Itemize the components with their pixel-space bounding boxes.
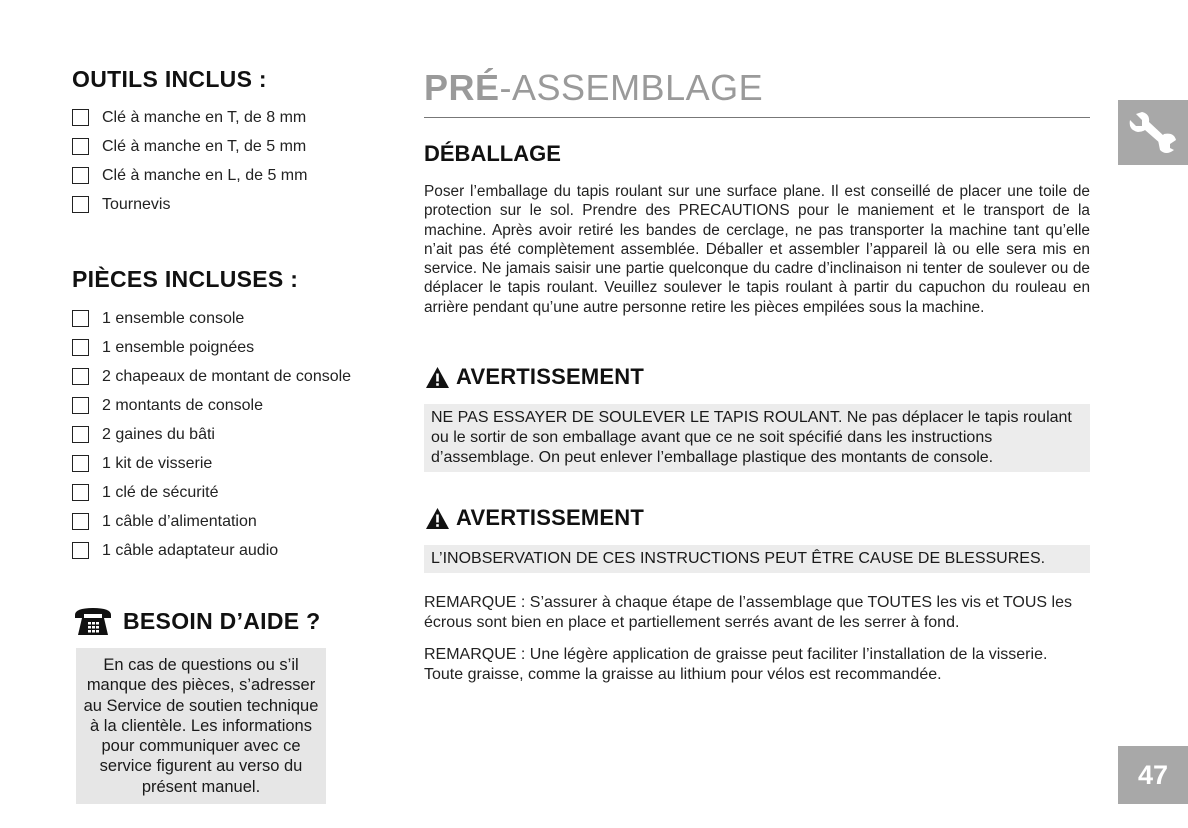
part-item-label: 1 ensemble console bbox=[102, 309, 245, 327]
part-item bbox=[72, 420, 382, 449]
part-item bbox=[72, 478, 382, 507]
part-item bbox=[72, 333, 382, 362]
note-2: REMARQUE : Une légère application de graisse peut faciliter l’installation de la visserie. Toute graisse, comme la graisse au lithium pour vélos est recommandée. bbox=[424, 646, 1048, 684]
part-item bbox=[72, 304, 382, 333]
page-title-bold: PRÉ bbox=[424, 67, 500, 108]
part-item-label: 1 kit de visserie bbox=[102, 454, 213, 472]
help-header bbox=[73, 606, 382, 636]
page-number: 47 bbox=[1118, 746, 1188, 804]
tool-item-label: Tournevis bbox=[102, 195, 171, 213]
checkbox[interactable] bbox=[72, 368, 89, 385]
parts-list bbox=[72, 304, 382, 565]
warning-text: L’INOBSERVATION DE CES INSTRUCTIONS PEUT ÊTRE CAUSE DE BLESSURES. bbox=[424, 545, 1090, 573]
part-item bbox=[72, 536, 382, 565]
checkbox[interactable] bbox=[72, 542, 89, 559]
part-item-label: 1 câble adaptateur audio bbox=[102, 541, 279, 559]
checkbox[interactable] bbox=[72, 310, 89, 327]
parts-title: PIÈCES INCLUSES : bbox=[72, 266, 299, 292]
section-title: DÉBALLAGE bbox=[424, 141, 561, 166]
warning-icon bbox=[425, 507, 450, 530]
part-item-label: 1 câble d’alimentation bbox=[102, 512, 257, 530]
note-1: REMARQUE : S’assurer à chaque étape de l’assemblage que TOUTES les vis et TOUS les écrous sont bien en place et partiellement serrés avant de les serrer à fond. bbox=[424, 594, 1072, 632]
part-item-label: 1 clé de sécurité bbox=[102, 483, 219, 501]
warning-header bbox=[425, 364, 1090, 390]
page-title-rest: -ASSEMBLAGE bbox=[499, 67, 764, 108]
checkbox[interactable] bbox=[72, 167, 89, 184]
unpacking-paragraph: Poser l’emballage du tapis roulant sur une surface plane. Il est conseillé de placer une toile de protection sur le sol. Prendre des PRECAUTIONS pour le maniement et le transport de la machine. Après avoir retiré les bandes de cerclage, ne pas transporter la machine tant qu’elle n’ait pas été complètement assemblée. Déballer et assembler l’appareil là ou elle sera mis en service. Ne jamais saisir une partie quelconque du cadre d’inclinaison ni tenter de soulever ou de déplacer le tapis roulant. Veuillez soulever le tapis roulant à partir du capuchon du rouleau en arrière pendant qu’une autre personne retire les pièces empilées sous la machine. bbox=[424, 183, 1090, 316]
checkbox[interactable] bbox=[72, 426, 89, 443]
part-item bbox=[72, 362, 382, 391]
main-column bbox=[424, 66, 1090, 685]
help-text: En cas de questions ou s’il manque des pièces, s’adresser au Service de soutien technique à la clientèle. Les informations pour communiquer avec ce service figurent au verso du présent manuel. bbox=[76, 648, 326, 804]
page-title bbox=[424, 66, 1090, 110]
tool-item-label: Clé à manche en L, de 5 mm bbox=[102, 166, 308, 184]
checkbox[interactable] bbox=[72, 109, 89, 126]
warning-text: NE PAS ESSAYER DE SOULEVER LE TAPIS ROULANT. Ne pas déplacer le tapis roulant ou le sortir de son emballage avant que ce ne soit spécifié dans les instructions d’assemblage. On peut enlever l’emballage plastique des montants de console. bbox=[424, 404, 1090, 472]
part-item-label: 2 gaines du bâti bbox=[102, 425, 215, 443]
warning-title: AVERTISSEMENT bbox=[456, 364, 644, 390]
tool-item-label: Clé à manche en T, de 5 mm bbox=[102, 137, 307, 155]
part-item-label: 2 montants de console bbox=[102, 396, 263, 414]
checkbox[interactable] bbox=[72, 339, 89, 356]
tools-title: OUTILS INCLUS : bbox=[72, 66, 267, 92]
telephone-icon bbox=[73, 606, 113, 636]
part-item bbox=[72, 507, 382, 536]
checkbox[interactable] bbox=[72, 484, 89, 501]
warning-icon bbox=[425, 366, 450, 389]
checkbox[interactable] bbox=[72, 397, 89, 414]
tools-list bbox=[72, 103, 382, 219]
part-item-label: 2 chapeaux de montant de console bbox=[102, 367, 352, 385]
section-tab bbox=[1118, 100, 1188, 165]
checkbox[interactable] bbox=[72, 455, 89, 472]
part-item bbox=[72, 449, 382, 478]
tool-item bbox=[72, 161, 382, 190]
help-title: BESOIN D’AIDE ? bbox=[123, 607, 321, 634]
tool-item bbox=[72, 103, 382, 132]
checkbox[interactable] bbox=[72, 138, 89, 155]
checkbox[interactable] bbox=[72, 196, 89, 213]
part-item-label: 1 ensemble poignées bbox=[102, 338, 255, 356]
left-column bbox=[72, 66, 382, 804]
help-section bbox=[72, 606, 382, 804]
checkbox[interactable] bbox=[72, 513, 89, 530]
warning-title: AVERTISSEMENT bbox=[456, 505, 644, 531]
wrench-icon bbox=[1128, 110, 1178, 156]
part-item bbox=[72, 391, 382, 420]
tool-item-label: Clé à manche en T, de 8 mm bbox=[102, 108, 307, 126]
title-divider bbox=[424, 117, 1090, 118]
warning-header bbox=[425, 505, 1090, 531]
tool-item bbox=[72, 132, 382, 161]
tool-item bbox=[72, 190, 382, 219]
